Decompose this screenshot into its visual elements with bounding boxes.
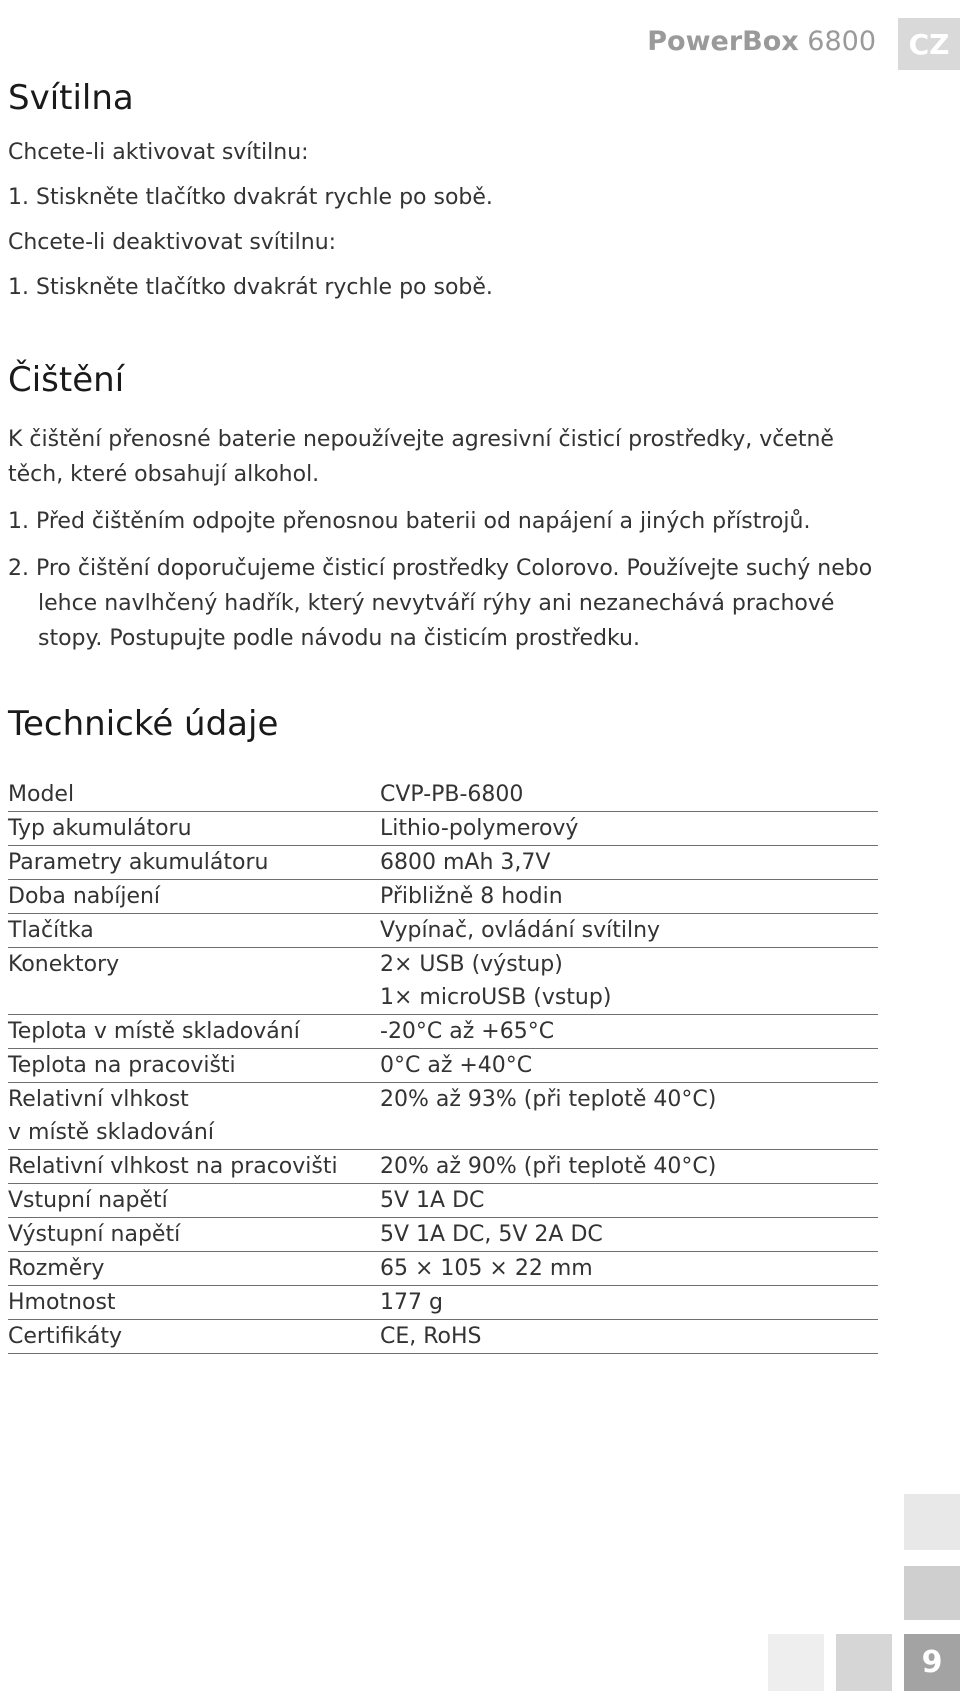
spec-value [380, 1286, 878, 1320]
spec-value-line: 20% až 93% (při teplotě 40°C) [380, 1087, 717, 1112]
spec-value-line: 20% až 90% (při teplotě 40°C) [380, 1154, 717, 1179]
spec-row [8, 846, 878, 880]
page-content [8, 76, 878, 1354]
brand-name [647, 22, 876, 62]
deco-block [904, 1494, 960, 1550]
spec-row [8, 778, 878, 812]
model-label: 6800 [807, 26, 876, 57]
spec-value [380, 880, 878, 914]
deco-block [904, 1566, 960, 1620]
deco-block [836, 1634, 892, 1691]
brand-label: PowerBox [647, 26, 799, 57]
language-badge: CZ [898, 18, 960, 70]
spec-row [8, 914, 878, 948]
cleaning-intro: K čištění přenosné baterie nepoužívejte agresivní čisticí prostředky, včetně těch, které obsahují alkohol. [8, 427, 834, 487]
spec-value [380, 1320, 878, 1354]
spec-row [8, 948, 878, 1015]
spec-key: Doba nabíjení [8, 880, 380, 914]
specs-table [8, 778, 878, 1354]
section-title-specs: Technické údaje [8, 704, 279, 744]
spec-row [8, 1218, 878, 1252]
spec-row [8, 1320, 878, 1354]
spec-value [380, 1083, 878, 1150]
spec-row [8, 1150, 878, 1184]
spec-value-line: 5V 1A DC [380, 1188, 485, 1213]
spec-value-line: CE, RoHS [380, 1324, 482, 1349]
spec-value [380, 846, 878, 880]
flashlight-line: 1. Stiskněte tlačítko dvakrát rychle po sobě. [8, 185, 493, 210]
spec-value-line: Přibližně 8 hodin [380, 884, 563, 909]
spec-key: Konektory [8, 948, 380, 1015]
spec-value [380, 778, 878, 812]
spec-key: Rozměry [8, 1252, 380, 1286]
spec-key: Relativní vlhkost v místě skladování [8, 1083, 380, 1150]
cleaning-step-1: 1. Před čištěním odpojte přenosnou baterii od napájení a jiných přístrojů. [8, 509, 811, 534]
spec-value-line: 2× USB (výstup) [380, 952, 563, 977]
spec-value [380, 1218, 878, 1252]
spec-value-line: 6800 mAh 3,7V [380, 850, 551, 875]
flashlight-line: Chcete-li aktivovat svítilnu: [8, 140, 309, 165]
spec-row [8, 1049, 878, 1083]
spec-row [8, 1286, 878, 1320]
spec-value-line: 5V 1A DC, 5V 2A DC [380, 1222, 603, 1247]
flashlight-line: Chcete-li deaktivovat svítilnu: [8, 230, 337, 255]
spec-row [8, 812, 878, 846]
spec-key: Parametry akumulátoru [8, 846, 380, 880]
spec-value [380, 1049, 878, 1083]
spec-value [380, 1015, 878, 1049]
spec-value-line: CVP-PB-6800 [380, 782, 524, 807]
spec-value [380, 948, 878, 1015]
spec-row [8, 1252, 878, 1286]
spec-value [380, 914, 878, 948]
flashlight-instructions [8, 130, 878, 310]
spec-key: Teplota v místě skladování [8, 1015, 380, 1049]
cleaning-section [8, 358, 878, 656]
deco-block [768, 1634, 824, 1691]
section-title-cleaning: Čištění [8, 360, 125, 400]
page-number: 9 [904, 1634, 960, 1691]
spec-row [8, 880, 878, 914]
cleaning-step-2: 2. Pro čištění doporučujeme čisticí prostředky Colorovo. Používejte suchý nebo lehce navlhčený hadřík, který nevytváří rýhy ani nezanechává prachové stopy. Postupujte podle návodu na čisticím prostředku. [8, 556, 873, 651]
spec-value [380, 1150, 878, 1184]
spec-key: Certifikáty [8, 1320, 380, 1354]
spec-value-line: -20°C až +65°C [380, 1019, 555, 1044]
flashlight-line: 1. Stiskněte tlačítko dvakrát rychle po sobě. [8, 275, 493, 300]
spec-key: Vstupní napětí [8, 1184, 380, 1218]
spec-key: Model [8, 778, 380, 812]
spec-row [8, 1184, 878, 1218]
spec-value-line: Vypínač, ovládání svítilny [380, 918, 661, 943]
spec-key: Hmotnost [8, 1286, 380, 1320]
spec-row [8, 1015, 878, 1049]
spec-key: Typ akumulátoru [8, 812, 380, 846]
spec-value-line: 65 × 105 × 22 mm [380, 1256, 593, 1281]
page-header [0, 18, 960, 72]
spec-value-line: 1× microUSB (vstup) [380, 985, 612, 1010]
specs-section [8, 702, 878, 1354]
flashlight-section [8, 76, 878, 310]
spec-value-line: Lithio-polymerový [380, 816, 579, 841]
spec-value-line: 177 g [380, 1290, 443, 1315]
spec-key: Teplota na pracovišti [8, 1049, 380, 1083]
spec-value-line: 0°C až +40°C [380, 1053, 533, 1078]
spec-row [8, 1083, 878, 1150]
section-title-flashlight: Svítilna [8, 78, 134, 118]
spec-value [380, 1252, 878, 1286]
spec-key: Výstupní napětí [8, 1218, 380, 1252]
spec-value [380, 1184, 878, 1218]
spec-key: Tlačítka [8, 914, 380, 948]
spec-key: Relativní vlhkost na pracovišti [8, 1150, 380, 1184]
spec-value [380, 812, 878, 846]
